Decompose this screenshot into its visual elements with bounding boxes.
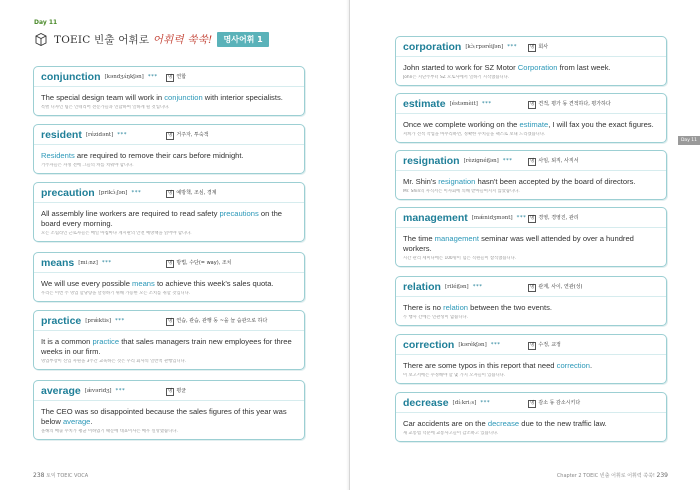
meaning-text: 사임, 퇴직, 사직서 — [538, 158, 579, 164]
star-rating: *** — [131, 189, 142, 196]
star-rating: *** — [502, 157, 513, 164]
pronunciation: [miːnz] — [78, 259, 98, 266]
meaning — [166, 131, 209, 140]
example-sentence — [403, 234, 659, 254]
sentence-start: There are some typos in this report that need — [403, 361, 557, 370]
sentence-keyword: correction — [556, 361, 590, 370]
sentence-end: . — [90, 417, 93, 426]
pronunciation: [rézidənt] — [85, 131, 114, 138]
sentence-end: to achieve this week's sales quota. — [154, 279, 274, 288]
title-prefix: TOEIC 빈출 어휘로 — [54, 33, 150, 46]
meaning-text: 예방책, 조심, 경계 — [176, 190, 217, 196]
sentence-start: The time — [403, 234, 435, 243]
translation: 영업부장이 신입 사원을 3주간 교육하는 것은 우리 회사의 일반적 관행입니다. — [41, 359, 187, 364]
translation: 새 교통법 덕분에 교통사고들이 감소하고 있습니다. — [403, 431, 499, 436]
example-sentence — [41, 279, 297, 289]
meaning-text: 연합 — [176, 74, 187, 80]
page-title — [54, 32, 212, 47]
book-title: 토익 TOEIC VOCA — [46, 473, 89, 479]
sentence-end: that sales managers train new employees for three weeks in our firm. — [41, 337, 292, 356]
vocab-word: corporation — [403, 40, 462, 53]
meaning — [166, 189, 217, 198]
vocab-word: precaution — [41, 186, 95, 199]
sentence-keyword: Residents — [41, 151, 75, 160]
sentence-end: from last week. — [557, 63, 611, 72]
pronunciation: [kɔ̀ːrpəréiʃən] — [465, 43, 504, 50]
pronunciation: [éstəmèit] — [449, 100, 478, 107]
vocab-word: estimate — [403, 97, 446, 110]
meaning — [528, 283, 582, 292]
star-rating: *** — [115, 387, 126, 394]
star-rating: *** — [117, 131, 127, 138]
example-sentence — [41, 337, 297, 357]
vocab-card — [395, 276, 667, 326]
pos-tag: 명 — [530, 159, 535, 164]
card-header — [396, 94, 666, 114]
meaning-text: 연습, 관습, 관행 동 ~을 늘 습관으로 하다 — [176, 318, 268, 324]
star-rating: *** — [507, 43, 517, 50]
page-footer-right — [557, 472, 668, 479]
card-header — [34, 253, 304, 273]
sentence-start: Car accidents are on the — [403, 419, 488, 428]
sentence-keyword: means — [132, 279, 155, 288]
meaning-text: 회사 — [538, 44, 549, 50]
meaning — [528, 214, 579, 223]
sentence-end: between the two events. — [468, 303, 553, 312]
pos-tag: 명 — [168, 133, 173, 138]
vocab-word: resident — [41, 128, 82, 141]
book-box-icon — [34, 32, 48, 46]
card-header — [396, 208, 666, 228]
vocab-card — [395, 93, 667, 143]
sentence-keyword: resignation — [438, 177, 476, 186]
card-header — [396, 277, 666, 297]
star-rating: *** — [147, 73, 158, 80]
page-number: 238 — [33, 472, 45, 479]
meaning — [528, 157, 579, 166]
card-header — [396, 393, 666, 413]
meaning — [528, 43, 548, 52]
star-rating: *** — [490, 341, 501, 348]
vocab-word: resignation — [403, 154, 460, 167]
translation: 올해의 매출 수치가 평균 이하였기 때문에 대표이사는 매우 실망했습니다. — [41, 429, 178, 434]
pos-tag: 명 — [530, 45, 535, 50]
sentence-start: The special design team will work in — [41, 93, 165, 102]
star-rating: *** — [516, 214, 527, 221]
pos-tag: 명 — [530, 102, 535, 107]
pronunciation: [kəndʒʌ́ŋkʃən] — [104, 73, 144, 80]
star-rating: *** — [101, 259, 112, 266]
sentence-start: It is a common — [41, 337, 93, 346]
right-page — [350, 0, 700, 490]
sentence-start: We will use every possible — [41, 279, 133, 288]
meaning — [166, 317, 267, 326]
meaning — [528, 100, 611, 109]
meaning-text: 평균 — [176, 388, 187, 394]
pos-tag: 명 — [530, 285, 535, 290]
translation: 우리는 이번 주 영업 할당량을 달성하기 위해 가능한 모든 조치를 취할 것입니다. — [41, 291, 191, 296]
vocab-card — [395, 392, 667, 442]
meaning-text: 방법, 수단(= way), 조치 — [176, 260, 232, 266]
pronunciation: [kərékʃən] — [458, 341, 487, 348]
translation: 이 보고서에는 수정해야 할 몇 가지 오자들이 있습니다. — [403, 373, 506, 378]
example-sentence — [41, 407, 297, 427]
meaning — [528, 341, 561, 350]
vocab-card — [33, 66, 305, 116]
sentence-end: . — [590, 361, 593, 370]
star-rating: *** — [481, 100, 492, 107]
sentence-keyword: estimate — [519, 120, 549, 129]
meaning — [166, 387, 186, 396]
example-sentence — [403, 177, 659, 187]
vocab-word: conjunction — [41, 70, 101, 83]
vocab-word: management — [403, 211, 468, 224]
sentence-end: on the board every morning. — [41, 209, 283, 228]
card-header — [396, 335, 666, 355]
title-highlight: 어휘력 쑥쑥! — [152, 33, 213, 46]
sentence-keyword: relation — [443, 303, 469, 312]
vocab-word: correction — [403, 338, 455, 351]
translation: Mr. Shin의 사직서는 이사회에 의해 받아들여지지 않았습니다. — [403, 189, 520, 194]
vocab-card — [33, 310, 305, 370]
sentence-start: Once we complete working on the — [403, 120, 520, 129]
pronunciation: [ǽvəridʒ] — [84, 387, 112, 394]
day-label: Day 11 — [34, 19, 58, 26]
pos-tag: 명 — [168, 389, 173, 394]
card-header — [396, 37, 666, 57]
vocab-word: average — [41, 384, 81, 397]
example-sentence — [403, 361, 659, 371]
translation: 저희가 견적 작업을 마무리하면, 정확한 수치들을 팩스로 보내 드리겠습니다. — [403, 132, 546, 137]
meaning-text: 감소 동 감소시키다 — [538, 400, 581, 406]
meaning-text: 수정, 교정 — [538, 342, 561, 348]
pronunciation: [riléiʃən] — [444, 283, 469, 290]
pronunciation: [rèzignéiʃən] — [463, 157, 499, 164]
sentence-keyword: average — [62, 417, 91, 426]
star-rating: *** — [472, 283, 483, 290]
sentence-keyword: Corporation — [517, 63, 558, 72]
translation: 시간 관리 세미나에는 100명이 넘는 직원들이 참석했습니다. — [403, 256, 517, 261]
vocab-card — [395, 150, 667, 200]
star-rating: *** — [115, 317, 125, 324]
sentence-keyword: decrease — [487, 419, 520, 428]
meaning-text: 거주자, 투숙객 — [176, 132, 209, 138]
sentence-end: seminar was well attended by over a hundred workers. — [403, 234, 634, 253]
meaning-text: 견적, 평가 동 견적하다, 평가하다 — [538, 101, 611, 107]
pronunciation: [díːkriːs] — [452, 399, 477, 406]
sentence-end: are required to remove their cars before midnight. — [74, 151, 244, 160]
meaning-text: 경영, 경영진, 관리 — [538, 215, 579, 221]
pos-tag: 명 — [168, 75, 173, 80]
example-sentence — [403, 120, 659, 130]
sentence-start: There is no — [403, 303, 444, 312]
vocab-card — [33, 252, 305, 302]
sentence-start: All assembly line workers are required to read safety — [41, 209, 220, 218]
sentence-end: with interior specialists. — [202, 93, 283, 102]
chapter-title: Chapter 2 TOEIC 빈출 어휘로 어휘력 쑥쑥! — [556, 473, 655, 479]
pronunciation: [mǽnidʒmənt] — [471, 214, 513, 221]
sentence-keyword: conjunction — [164, 93, 203, 102]
pos-tag: 명 — [168, 261, 173, 266]
pos-tag: 명 — [168, 319, 173, 324]
vocab-word: relation — [403, 280, 441, 293]
sentence-end: hasn't been accepted by the board of directors. — [475, 177, 636, 186]
page-footer-left — [33, 472, 88, 479]
sentence-keyword: management — [434, 234, 479, 243]
page-number: 239 — [656, 472, 668, 479]
example-sentence — [403, 63, 659, 73]
meaning — [166, 73, 186, 82]
vocab-card — [395, 334, 667, 384]
vocab-word: means — [41, 256, 75, 269]
vocab-card — [33, 380, 305, 440]
card-header — [396, 151, 666, 171]
sentence-end: due to the new traffic law. — [519, 419, 607, 428]
day-side-tab: Day 11 — [678, 136, 700, 145]
translation: John은 지난주부터 SZ 모토사에서 일하기 시작했습니다. — [403, 75, 510, 80]
sentence-end: , I will fax you the exact figures. — [548, 120, 654, 129]
vocab-card — [395, 207, 667, 267]
example-sentence — [41, 93, 297, 103]
meaning-text: 관계, 사이, 연관(성) — [538, 284, 583, 290]
example-sentence — [403, 303, 659, 313]
sentence-keyword: practice — [92, 337, 120, 346]
meaning — [166, 259, 232, 268]
card-header — [34, 67, 304, 87]
sentence-keyword: precautions — [219, 209, 259, 218]
section-badge: 명사어휘 1 — [217, 32, 268, 47]
example-sentence — [41, 151, 297, 161]
card-header — [34, 183, 304, 203]
meaning — [528, 399, 580, 408]
pos-tag: 명 — [530, 343, 535, 348]
sentence-start: The CEO was so disappointed because the sales figures of this year was below — [41, 407, 287, 426]
page-header — [34, 30, 269, 48]
translation: 거주자들은 자정 전에 그들의 차를 치워야 합니다. — [41, 163, 134, 168]
sentence-start: John started to work for SZ Motor — [403, 63, 518, 72]
pronunciation: [prikɔ́ːʃən] — [98, 189, 128, 196]
vocab-card — [33, 124, 305, 174]
translation: 모든 조립라인 근로자들은 매일 아침마다 게시판의 안전 예방책을 읽어야 합니다. — [41, 231, 192, 236]
pos-tag: 명 — [168, 191, 173, 196]
vocab-word: decrease — [403, 396, 449, 409]
translation: 두 행사 간에는 연관성이 없습니다. — [403, 315, 468, 320]
card-header — [34, 125, 304, 145]
example-sentence — [41, 209, 297, 229]
example-sentence — [403, 419, 659, 429]
vocab-card — [33, 182, 305, 242]
pos-tag: 명 — [530, 216, 535, 221]
sentence-start: Mr. Shin's — [403, 177, 439, 186]
card-header — [34, 381, 304, 401]
vocab-word: practice — [41, 314, 82, 327]
vocab-card — [395, 36, 667, 86]
pronunciation: [prǽktis] — [85, 317, 112, 324]
pos-tag: 명 — [530, 401, 535, 406]
card-header — [34, 311, 304, 331]
translation: 특별 디자인 팀은 인테리어 전문가들과 연합하여 일하게 될 것입니다. — [41, 105, 170, 110]
star-rating: *** — [480, 399, 491, 406]
